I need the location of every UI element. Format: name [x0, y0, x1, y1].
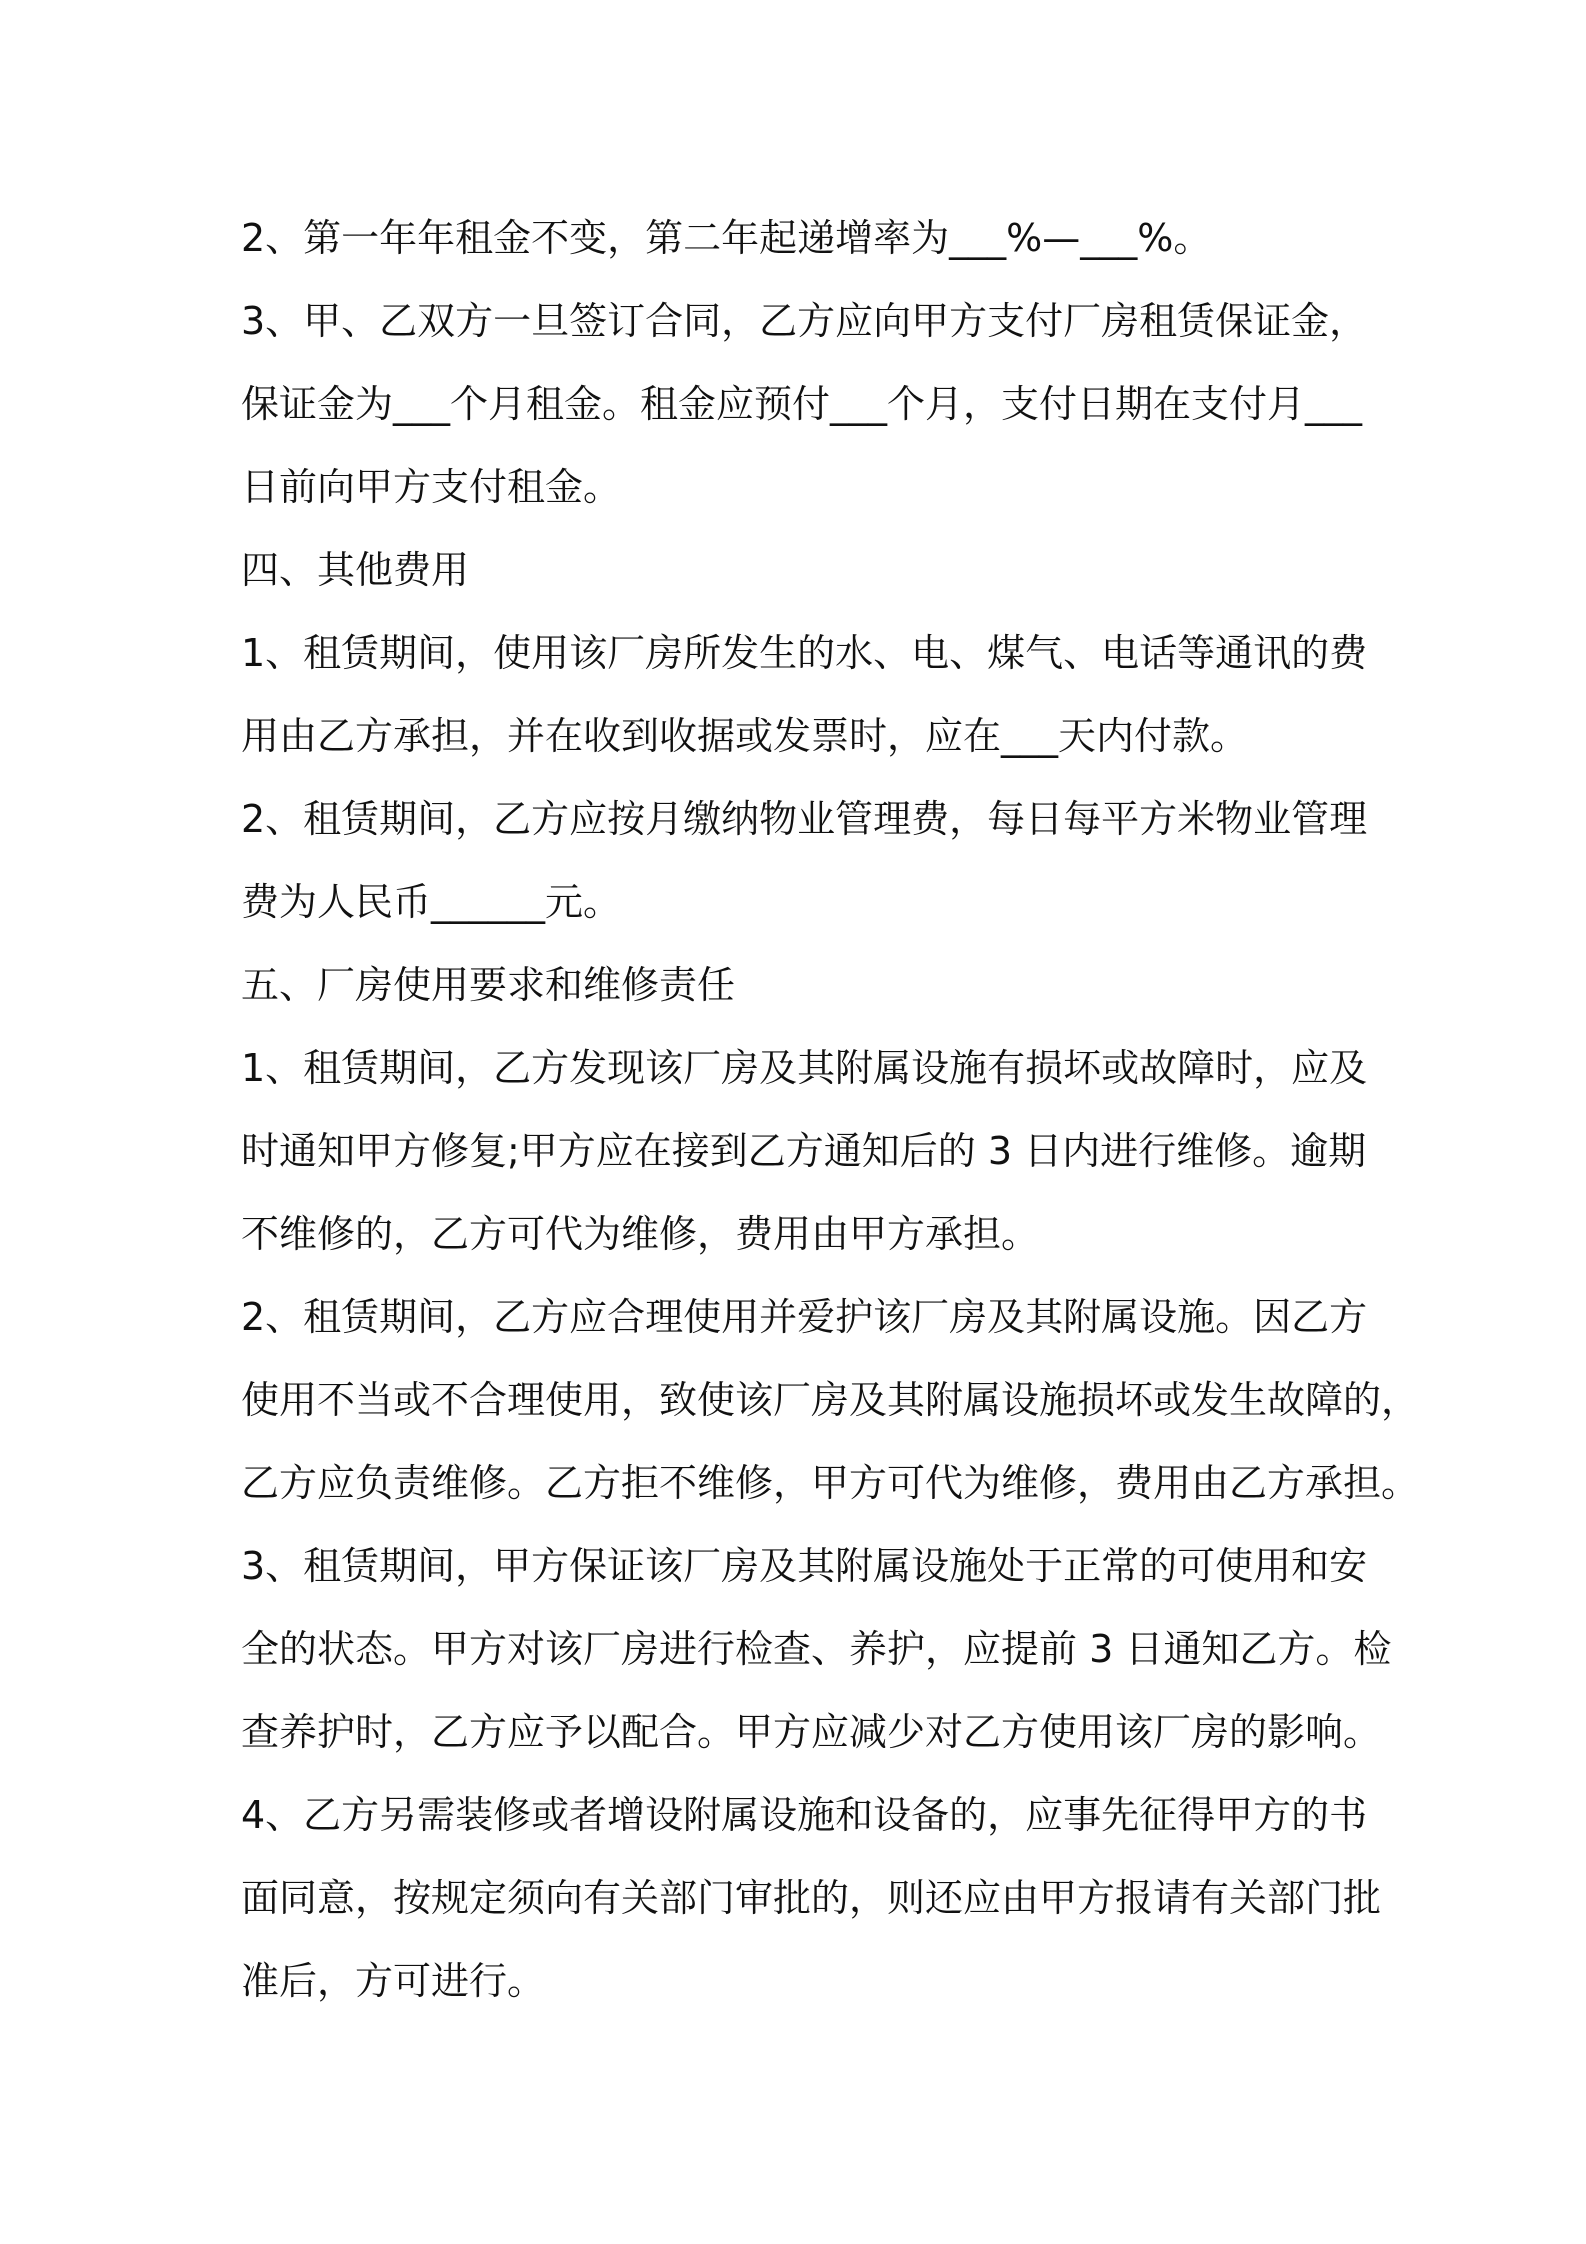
- text-line: 乙方应负责维修。乙方拒不维修，甲方可代为维修，费用由乙方承担。: [241, 1461, 1420, 1505]
- section-heading: 五、厂房使用要求和维修责任: [241, 963, 736, 1007]
- text-line: 使用不当或不合理使用，致使该厂房及其附属设施损坏或发生故障的，: [241, 1378, 1420, 1422]
- text-line: 全的状态。甲方对该厂房进行检查、养护，应提前 3 日通知乙方。检: [241, 1627, 1392, 1671]
- text-line: 面同意，按规定须向有关部门审批的，则还应由甲方报请有关部门批: [241, 1876, 1382, 1920]
- text-line: 4、乙方另需装修或者增设附属设施和设备的，应事先征得甲方的书: [241, 1793, 1368, 1837]
- text-line: 2、租赁期间，乙方应按月缴纳物业管理费，每日每平方米物业管理: [241, 797, 1368, 841]
- text-line: 1、租赁期间，使用该厂房所发生的水、电、煤气、电话等通讯的费: [241, 631, 1368, 675]
- text-line: 3、租赁期间，甲方保证该厂房及其附属设施处于正常的可使用和安: [241, 1544, 1368, 1588]
- text-line: 3、甲、乙双方一旦签订合同，乙方应向甲方支付厂房租赁保证金，: [241, 299, 1368, 343]
- text-line: 1、租赁期间，乙方发现该厂房及其附属设施有损坏或故障时，应及: [241, 1046, 1368, 1090]
- text-line: 保证金为___个月租金。租金应预付___个月，支付日期在支付月___: [241, 382, 1363, 426]
- text-line: 2、租赁期间，乙方应合理使用并爱护该厂房及其附属设施。因乙方: [241, 1295, 1368, 1339]
- text-line: 时通知甲方修复;甲方应在接到乙方通知后的 3 日内进行维修。逾期: [241, 1129, 1367, 1173]
- text-line: 用由乙方承担，并在收到收据或发票时，应在___天内付款。: [241, 714, 1249, 758]
- text-line: 查养护时，乙方应予以配合。甲方应减少对乙方使用该厂房的影响。: [241, 1710, 1382, 1754]
- text-line: 日前向甲方支付租金。: [241, 465, 622, 509]
- section-heading: 四、其他费用: [241, 548, 470, 592]
- text-line: 2、第一年年租金不变，第二年起递增率为___%—___%。: [241, 216, 1212, 260]
- document-body: [241, 197, 1420, 2023]
- text-line: 费为人民币______元。: [241, 880, 622, 924]
- text-line: 准后，方可进行。: [241, 1959, 546, 2003]
- text-line: 不维修的，乙方可代为维修，费用由甲方承担。: [241, 1212, 1040, 1256]
